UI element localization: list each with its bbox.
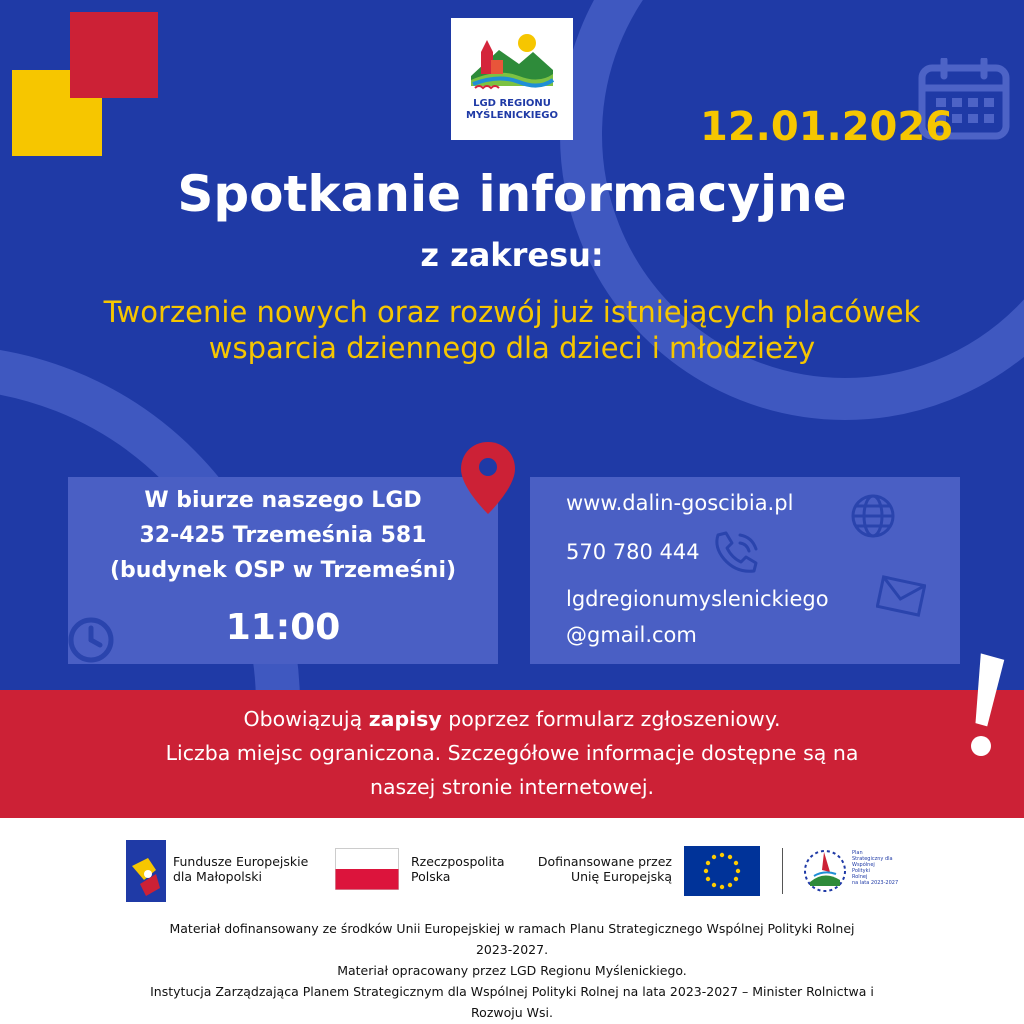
phone-number[interactable]: 570 780 444 [566,540,700,564]
logo-ps-line: Polityki [852,868,870,874]
footer-disclaimer [40,918,984,1023]
location-address [68,483,498,588]
logo-text-line1: LGD REGIONU [473,98,551,109]
logo-ue-line1: Dofinansowane przez [537,854,672,869]
page-title: Spotkanie informacyjne [177,165,847,223]
mail-icon [876,575,926,617]
registration-notice [0,690,1024,818]
logo-fe-line1: Fundusze Europejskie [173,854,309,869]
phone-icon [710,529,766,575]
logo-ps-line: Rolnej [852,874,868,880]
event-topic: Tworzenie nowych oraz rozwój już istniejących placówek wsparcia dziennego dla dzieci i młodzieży [103,295,921,365]
exclamation-icon [955,650,1015,760]
logo-ue-line2: Unię Europejską [570,869,672,884]
event-time: 11:00 [225,607,341,648]
polish-flag-icon [335,848,399,890]
globe-icon [850,493,896,539]
logo-fe-line2: dla Małopolski [173,869,262,884]
notice-line1-pre: Obowiązują [243,707,369,731]
page-subtitle: z zakresu: [420,236,604,274]
footer-line1: Materiał dofinansowany ze środków Unii Europejskiej w ramach Planu Strategicznego Wspólnej Polityki Rolnej [169,921,855,936]
decorative-square-red [70,12,158,98]
logo-ps-line: Strategiczny dla [852,856,893,862]
footer-line2: 2023-2027. [475,942,549,957]
notice-text [40,702,984,804]
address-line3: (budynek OSP w Trzemeśni) [109,558,457,583]
logo-text-line2: MYŚLENICKIEGO [465,110,559,121]
logo-ps-text [852,850,898,886]
logo-ue-text [530,854,672,884]
logo-rp-line2: Polska [411,869,451,884]
funding-logos [0,840,1024,900]
email-line1[interactable]: lgdregionumyslenickiego [566,587,829,611]
notice-line1-bold: zapisy [368,707,442,731]
notice-line3: naszej stronie internetowej. [369,775,655,799]
logo-ps-line: na lata 2023-2027 [852,880,899,886]
address-line2: 32-425 Trzemeśnia 581 [139,523,427,548]
notice-line1 [40,702,984,736]
lgd-logo-graphic [469,30,555,92]
logo-divider [782,848,783,894]
location-pin-icon [458,440,518,516]
clock-icon [66,615,116,665]
logo-fe-text [173,854,308,884]
notice-line2: Liczba miejsc ograniczona. Szczegółowe informacje dostępne są na [165,741,859,765]
lgd-logo [451,18,573,140]
footer [0,818,1024,1024]
logo-rp-text [411,854,505,884]
contact-card [530,477,960,664]
eu-flag-icon [684,846,760,896]
logo-ps-line: Plan [852,850,863,856]
logo-rp-line1: Rzeczpospolita [411,854,505,869]
address-line1: W biurze naszego LGD [144,488,422,513]
email-line2[interactable]: @gmail.com [566,623,697,647]
logo-ps-line: Wspólnej [852,862,875,868]
notice-line1-post: poprzez formularz zgłoszeniowy. [441,707,781,731]
website-link[interactable]: www.dalin-goscibia.pl [566,491,794,515]
footer-line4: Instytucja Zarządzająca Planem Strategicznym dla Wspólnej Polityki Rolnej na lata 2023-2027 – Minister Rolnictwa i [150,984,874,999]
eu-funds-logo-icon [126,840,166,902]
ps-wpr-logo-icon [800,846,850,896]
event-date: 12.01.2026 [700,104,954,150]
location-card [68,477,498,664]
footer-line3: Materiał opracowany przez LGD Regionu Myślenickiego. [337,963,687,978]
footer-line5: Rozwoju Wsi. [471,1005,553,1020]
